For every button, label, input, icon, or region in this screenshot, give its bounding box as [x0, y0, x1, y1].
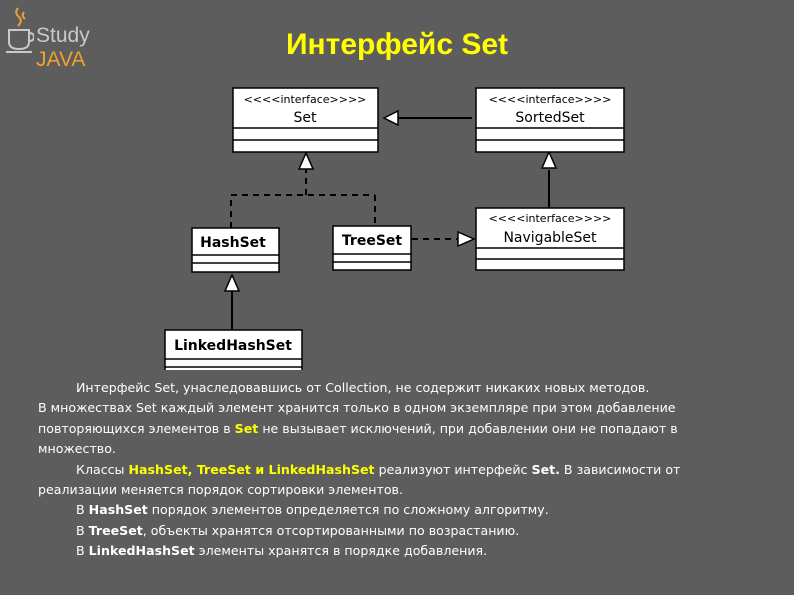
description	[38, 378, 758, 562]
para-2-set: Set	[234, 420, 259, 436]
class-hashset	[192, 228, 279, 272]
para-6-linkedhashset: LinkedHashSet	[88, 543, 195, 559]
class-linkedhashset	[165, 330, 302, 370]
para-5-treeset: TreeSet	[88, 522, 143, 538]
para-3-text-a: Классы	[76, 461, 129, 477]
arrow-to-set-bottom	[299, 153, 313, 169]
para-6-text-a: В	[76, 543, 89, 559]
set-stereotype: <<<<interface>>>>	[243, 93, 367, 106]
para-6	[38, 541, 758, 561]
para-5-text-a: В	[76, 522, 89, 538]
para-3-set: Set.	[531, 461, 560, 477]
para-3-text-c: В зависимости от реализации меняется порядок сортировки элементов.	[38, 461, 681, 498]
para-4-text-a: В	[76, 502, 89, 518]
linkedhashset-name: LinkedHashSet	[174, 338, 292, 354]
arrow-to-set-right	[384, 111, 398, 125]
logo-java: JAVA	[36, 48, 86, 71]
class-navigableset	[476, 208, 624, 270]
class-sortedset	[476, 88, 624, 152]
class-treeset	[333, 226, 411, 270]
para-3	[38, 460, 758, 501]
para-4-hashset: HashSet	[88, 502, 148, 518]
hashset-name: HashSet	[200, 235, 266, 251]
sortedset-name: SortedSet	[515, 110, 585, 126]
arrow-to-sortedset	[542, 152, 556, 168]
logo-study: Study	[36, 24, 90, 47]
para-3-classes: HashSet, TreeSet и LinkedHashSet	[128, 461, 375, 477]
para-2	[38, 398, 758, 459]
para-4-text-b: порядок элементов определяется по сложному алгоритму.	[147, 502, 549, 518]
para-1	[38, 378, 758, 398]
para-6-text-b: элементы хранятся в порядке добавления.	[194, 543, 488, 559]
set-name: Set	[293, 110, 317, 126]
arrow-to-navigableset	[458, 232, 474, 246]
navigableset-name: NavigableSet	[503, 230, 597, 246]
arrow-to-hashset	[225, 275, 239, 291]
para-5-text-b: , объекты хранятся отсортированными по возрастанию.	[142, 522, 520, 538]
para-4	[38, 500, 758, 520]
para-1-text: Интерфейс Set, унаследовавшись от Collection, не содержит никаких новых методов.	[76, 380, 650, 395]
page-title: Интерфейс Set	[285, 28, 509, 61]
para-5	[38, 521, 758, 541]
para-2-text-b: не вызывает исключений, при добавлении они не попадают в множество.	[38, 420, 678, 457]
class-set	[233, 88, 378, 152]
sortedset-stereotype: <<<<interface>>>>	[488, 93, 612, 106]
para-3-text-b: реализуют интерфейс	[374, 461, 532, 477]
navigableset-stereotype: <<<<interface>>>>	[488, 212, 612, 225]
treeset-name: TreeSet	[341, 233, 403, 249]
para-2-text-a: В множествах Set каждый элемент хранится только в одном экземпляре при этом добавление повторяющихся элементов в	[38, 400, 676, 436]
